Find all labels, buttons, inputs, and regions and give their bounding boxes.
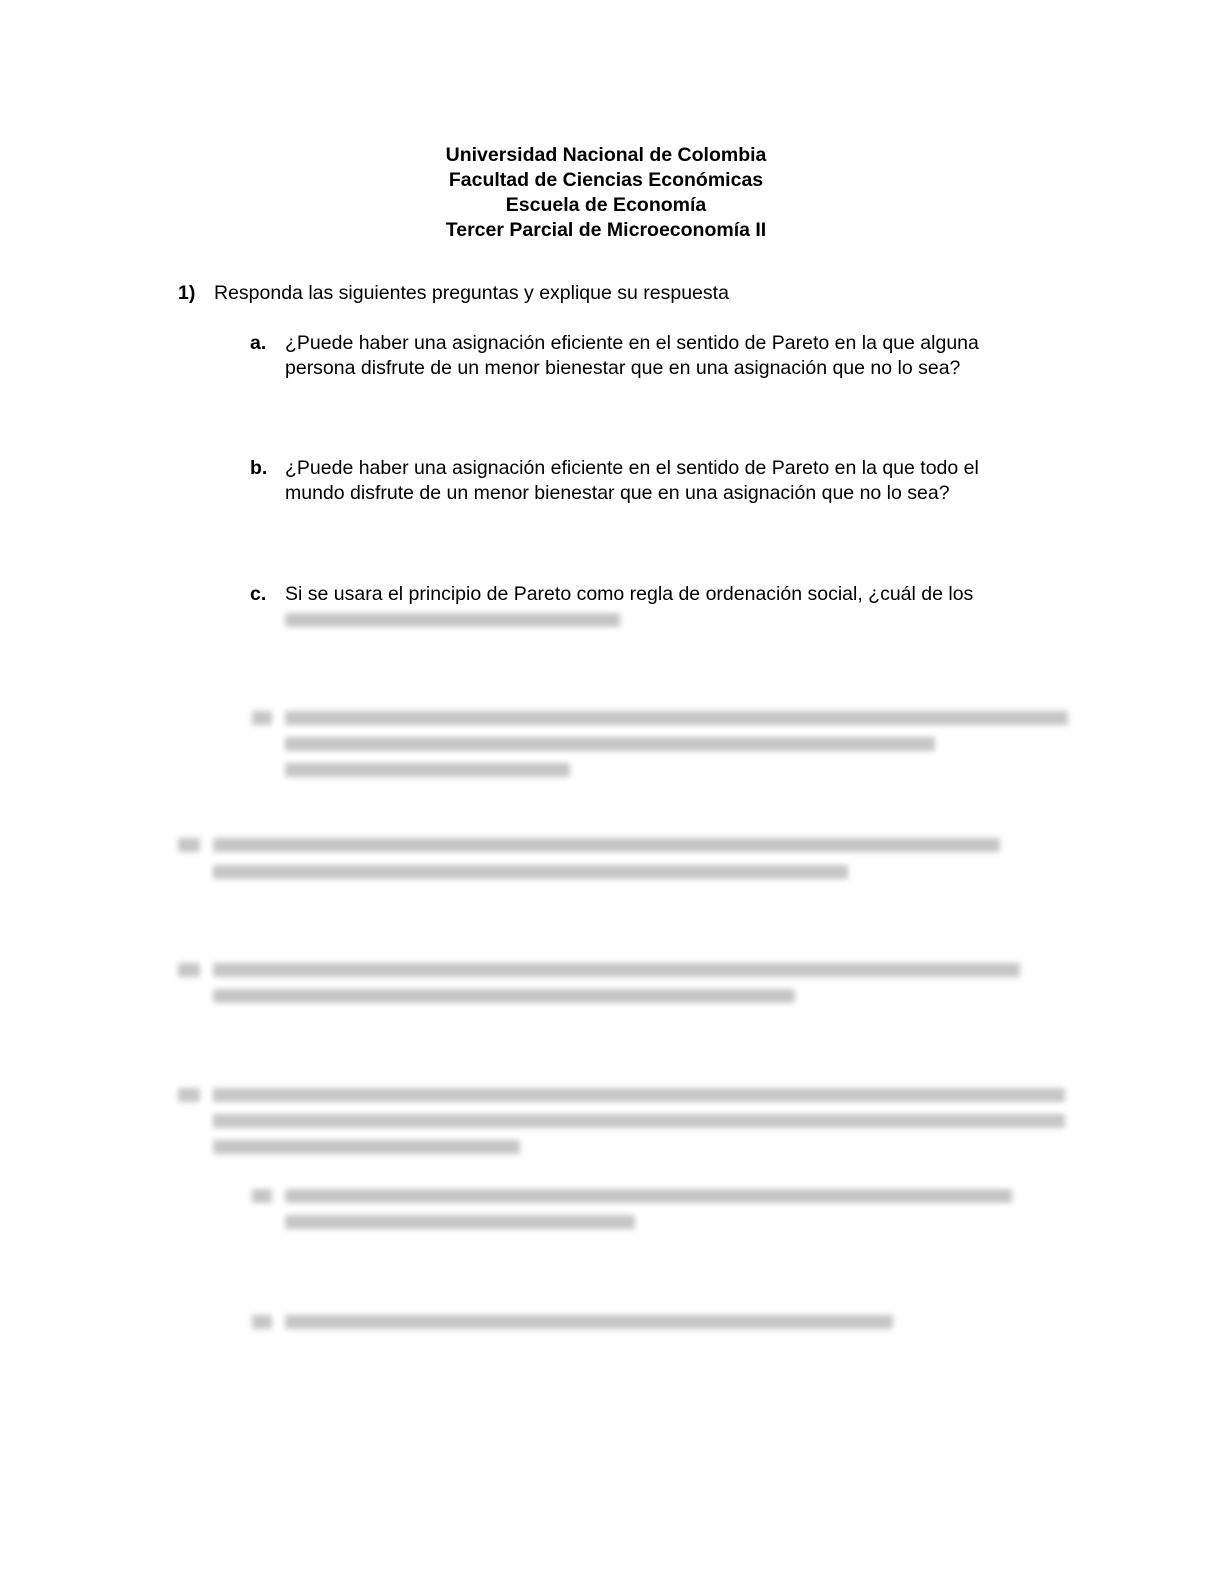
blurred-text [213,1088,1065,1102]
blurred-text [178,963,200,977]
question-1-number: 1) [178,282,196,304]
blurred-text [252,1189,272,1203]
blurred-text [252,1315,272,1329]
blurred-text [178,838,200,852]
item-b-line-2: mundo disfrute de un menor bienestar que en una asignación que no lo sea? [285,482,950,504]
blurred-text [213,963,1020,977]
question-1-text: Responda las siguientes preguntas y explique su respuesta [214,282,729,304]
university-name: Universidad Nacional de Colombia [445,144,767,166]
blurred-text [285,763,570,777]
blurred-text [213,989,795,1003]
blurred-text [285,1315,893,1329]
blurred-text [213,865,848,879]
item-a-line-1: ¿Puede haber una asignación eficiente en el sentido de Pareto en la que alguna [285,332,979,354]
item-c-label: c. [250,583,267,605]
blurred-text [213,838,1000,852]
blurred-text [285,1215,635,1229]
blurred-text [252,711,272,725]
faculty-name: Facultad de Ciencias Económicas [448,169,764,191]
item-b-line-1: ¿Puede haber una asignación eficiente en el sentido de Pareto en la que todo el [285,457,979,479]
blurred-text [285,613,620,627]
item-a-label: a. [250,332,267,354]
exam-title: Tercer Parcial de Microeconomía II [445,219,767,241]
blurred-text [213,1114,1065,1128]
blurred-text [285,737,935,751]
blurred-text [285,711,1068,725]
blurred-text [285,1189,1012,1203]
item-b-label: b. [250,457,268,479]
item-a-line-2: persona disfrute de un menor bienestar que en una asignación que no lo sea? [285,357,961,379]
item-c-line-1: Si se usara el principio de Pareto como regla de ordenación social, ¿cuál de los [285,583,974,605]
blurred-text [213,1140,520,1154]
blurred-text [178,1088,200,1102]
school-name: Escuela de Economía [505,194,707,216]
